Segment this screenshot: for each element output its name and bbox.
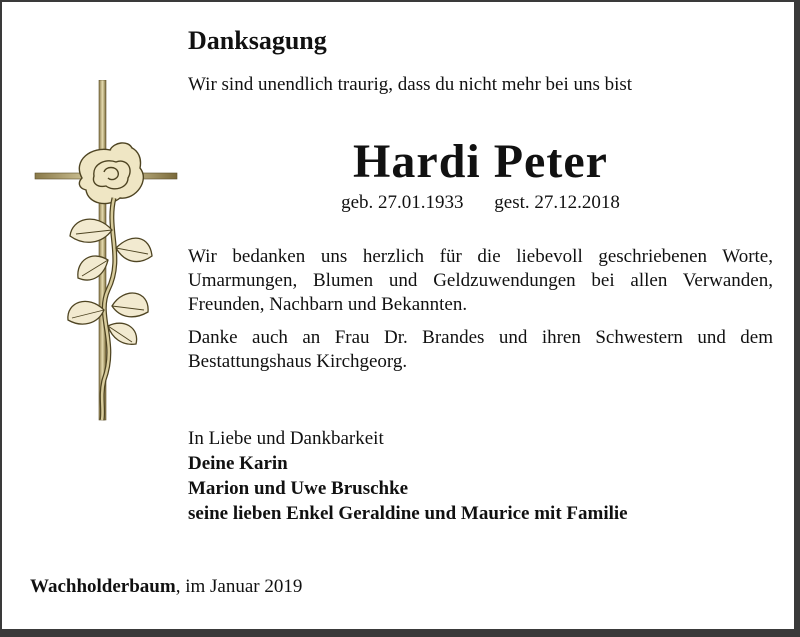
birth-date: geb. 27.01.1933 — [341, 192, 464, 213]
heading: Danksagung — [188, 26, 327, 55]
signer: Marion und Uwe Bruschke — [188, 478, 409, 499]
death-date: gest. 27.12.2018 — [494, 192, 620, 213]
closing-block — [188, 426, 628, 526]
cross-with-rose-icon — [32, 80, 180, 425]
date: , im Januar 2019 — [175, 576, 303, 597]
closing-intro: In Liebe und Dankbarkeit — [188, 428, 384, 449]
thanks-paragraph: Wir bedanken uns herzlich für die liebevoll geschriebenen Worte, Umarmungen, Blumen und Geldzuwendungen bei allen Verwanden, Freunden, Nachbarn und Bekannten. — [188, 246, 773, 315]
signer: seine lieben Enkel Geraldine und Maurice mit Familie — [188, 503, 628, 524]
life-dates — [188, 192, 773, 214]
motto: Wir sind unendlich traurig, dass du nicht mehr bei uns bist — [188, 74, 633, 95]
place-date — [30, 576, 302, 598]
signer: Deine Karin — [188, 453, 288, 474]
thanks-paragraph-doctor: Danke auch an Frau Dr. Brandes und ihren Schwestern und dem Bestattungshaus Kirchgeorg. — [188, 327, 773, 372]
deceased-name: Hardi Peter — [353, 135, 608, 188]
place: Wachholderbaum — [30, 576, 176, 597]
